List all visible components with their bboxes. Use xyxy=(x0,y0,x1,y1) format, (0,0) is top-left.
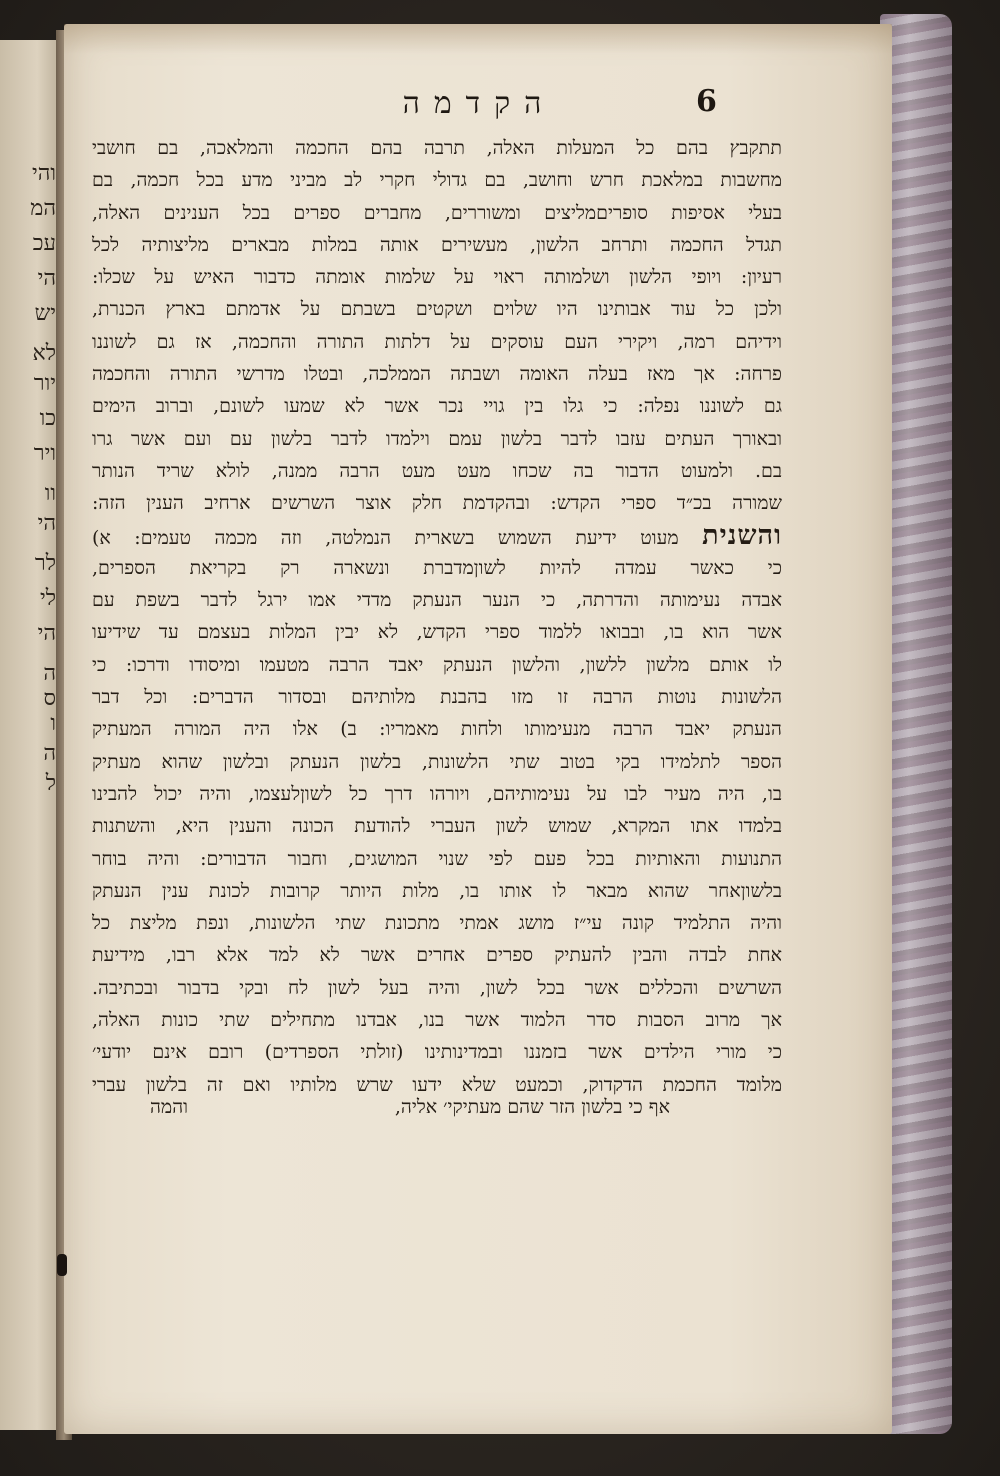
facing-page-text: ו xyxy=(50,711,56,736)
text-line: בלמדו אתו המקרא, שמוש לשון העברי להודעת הכונה והענין היא, והשתנות xyxy=(92,815,782,838)
page-header xyxy=(64,84,892,128)
text-line: כי מורי הילדים אשר בזמננו ובמדינותינו (זולתי הספרדים) רובם אינם יודעי׳ xyxy=(92,1041,782,1064)
text-line: הלשונות נוטות הרבה זו מזו בהבנת מלותיהם ובסדור הדברים: וכל דבר xyxy=(92,686,782,709)
text-line: הספר לתלמידו בקי בטוב שתי הלשונות, בלשון הנעתק ובלשון שהוא מעתיק xyxy=(92,750,782,773)
text-line: תתקבץ בהם כל המעלות האלה, תרבה בהם החכמה והמלאכה, בם חושבי xyxy=(92,137,782,159)
facing-page-text: יש xyxy=(34,301,56,326)
text-block xyxy=(92,132,782,1101)
ink-mark xyxy=(57,1254,67,1276)
second-point-line xyxy=(92,520,782,552)
text-line: פרחה: אך מאז בעלה האומה ושבתה הממלכה, ובטלו מדרשי התורה והחכמה xyxy=(92,363,782,386)
text-line: לו אותם מלשון ללשון, והלשון הנעתק יאבד הרבה מטעמו ומיסודו ודרכו: כי xyxy=(92,653,782,676)
facing-page-text: לא xyxy=(32,341,56,366)
text-line: כי כאשר עמדה להיות לשוןמדברת ונשארה רק בקריאת הספרים, xyxy=(92,556,782,579)
text-line: השרשים והכללים אשר בכל לשון, והיה בעל לשון לח ובקי בדבור ובכתיבה. xyxy=(92,976,782,999)
last-line xyxy=(150,1096,670,1119)
text-line: רעיון: ויופי הלשון ושלמותה ראוי על שלמות אומתה כדבור האיש על שכלו: xyxy=(92,266,782,289)
facing-page-text: לי xyxy=(39,586,56,611)
final-text-line: אף כי בלשון הזר שהם מעתיקי׳ אליה, xyxy=(394,1096,670,1118)
text-line: הנעתק יאבד הרבה מנעימותו ולחות מאמריו: ב) אלו היה המורה המעתיק xyxy=(92,718,782,741)
text-line: מחשבות במלאכת חרש וחושב, בם גדולי חקרי לב מביני מדע בכל חכמה, בם xyxy=(92,169,782,192)
facing-page-text: הי xyxy=(37,511,56,536)
text-line: וידיהם רמה, ויקירי העם עוסקים על דלתות התורה והחכמה, אז גם לשוננו xyxy=(92,330,782,353)
second-point-text: מעוט ידיעת השמוש בשארית הנמלטה, וזה מכמה טעמים: א) xyxy=(92,526,679,549)
text-line: אחת לבדה והבין להעתיק ספרים אחרים אשר לא למד אלא רבו, מידיעת xyxy=(92,944,782,967)
text-line: התנועות והאותיות בכל פעם לפי שנוי המושגים, וחבור הדבורים: והיה בוחר xyxy=(92,847,782,870)
facing-page-text: כו xyxy=(39,406,56,431)
text-line: בם. ולמעוט הדבור בה שכחו מעט מעט הרבה ממנה, לולא שריד הנותר xyxy=(92,459,782,482)
facing-page-text: הי xyxy=(37,266,56,291)
text-line: בלשוןאחר שהוא מבאר לו אותו בו, מלות היותר קרובות לכונת ענין הנעתק xyxy=(92,879,782,902)
facing-page-text: עכ xyxy=(32,231,56,256)
facing-page-fragment xyxy=(0,40,62,1430)
page-number: 6 xyxy=(696,84,717,119)
facing-page-text: ה xyxy=(43,661,56,686)
text-line: גם לשוננו נפלה: כי גלו בין גויי נכר אשר לא שמעו לשונם, וברוב הימים xyxy=(92,395,782,418)
text-line: אך מרוב הסבות סדר הלמוד אשר בנו, אבדנו מתחילים שתי כונות האלה, xyxy=(92,1009,782,1032)
text-line: אבדה נעימותה והדרתה, כי הנער הנעתק מדדי אמו ירגל לדבר בשפת עם xyxy=(92,589,782,612)
facing-page-text: יור xyxy=(33,371,56,396)
text-line: בעלי אסיפות סופריםמליצים ומשוררים, מחברים ספרים בכל הענינים האלה, xyxy=(92,201,782,224)
facing-page-text: ס xyxy=(43,686,56,711)
text-line: ובאורך העתים עזבו לדבר בלשון עמם וילמדו לדבר בלשון עם ועם אשר גרו xyxy=(92,427,782,450)
text-line: והיה התלמיד קונה עי״ז מושג אמתי מתכונת שתי הלשונות, ונפת מליצת כל xyxy=(92,912,782,935)
page-stain xyxy=(64,24,892,54)
facing-page-text: ה xyxy=(43,741,56,766)
text-line: ולכן כל עוד אבותינו היו שלוים ושקטים בשבתם על אדמתם בארץ הכנרת, xyxy=(92,298,782,321)
facing-page-text: ויר xyxy=(33,441,56,466)
facing-page-text: וו xyxy=(44,481,56,506)
text-line: מלומד החכמת הדקדוק, וכמעט שלא ידעו שרש מלותיו ואם זה בלשון עברי xyxy=(92,1073,782,1096)
second-point-lead: והשנית xyxy=(702,519,782,551)
facing-page-text: המ xyxy=(30,196,56,221)
text-line: אשר הוא בו, ובבואו ללמוד ספרי הקדש, לא יבין המלות בעצמם עד שידיעו xyxy=(92,621,782,644)
text-line: תגדל החכמה ותרחב הלשון, מעשירים אותה במלות מבארים מליצותיה לכל xyxy=(92,233,782,256)
facing-page-text: והי xyxy=(31,161,56,186)
catchword: והמה xyxy=(150,1096,188,1118)
running-head: הקדמה xyxy=(402,86,556,121)
facing-page-text: לר xyxy=(34,551,56,576)
text-line: שמורה בכ״ד ספרי הקדש: ובהקדמת חלק אוצר השרשים ארחיב הענין הזה: xyxy=(92,492,782,515)
text-line: בו, היה מעיר לבו על נעימותיהם, ויורהו דרך כל לשוןלעצמו, והיה יכול להבינו xyxy=(92,782,782,805)
facing-page-text: ל xyxy=(45,771,56,796)
facing-page-text: הי xyxy=(37,621,56,646)
